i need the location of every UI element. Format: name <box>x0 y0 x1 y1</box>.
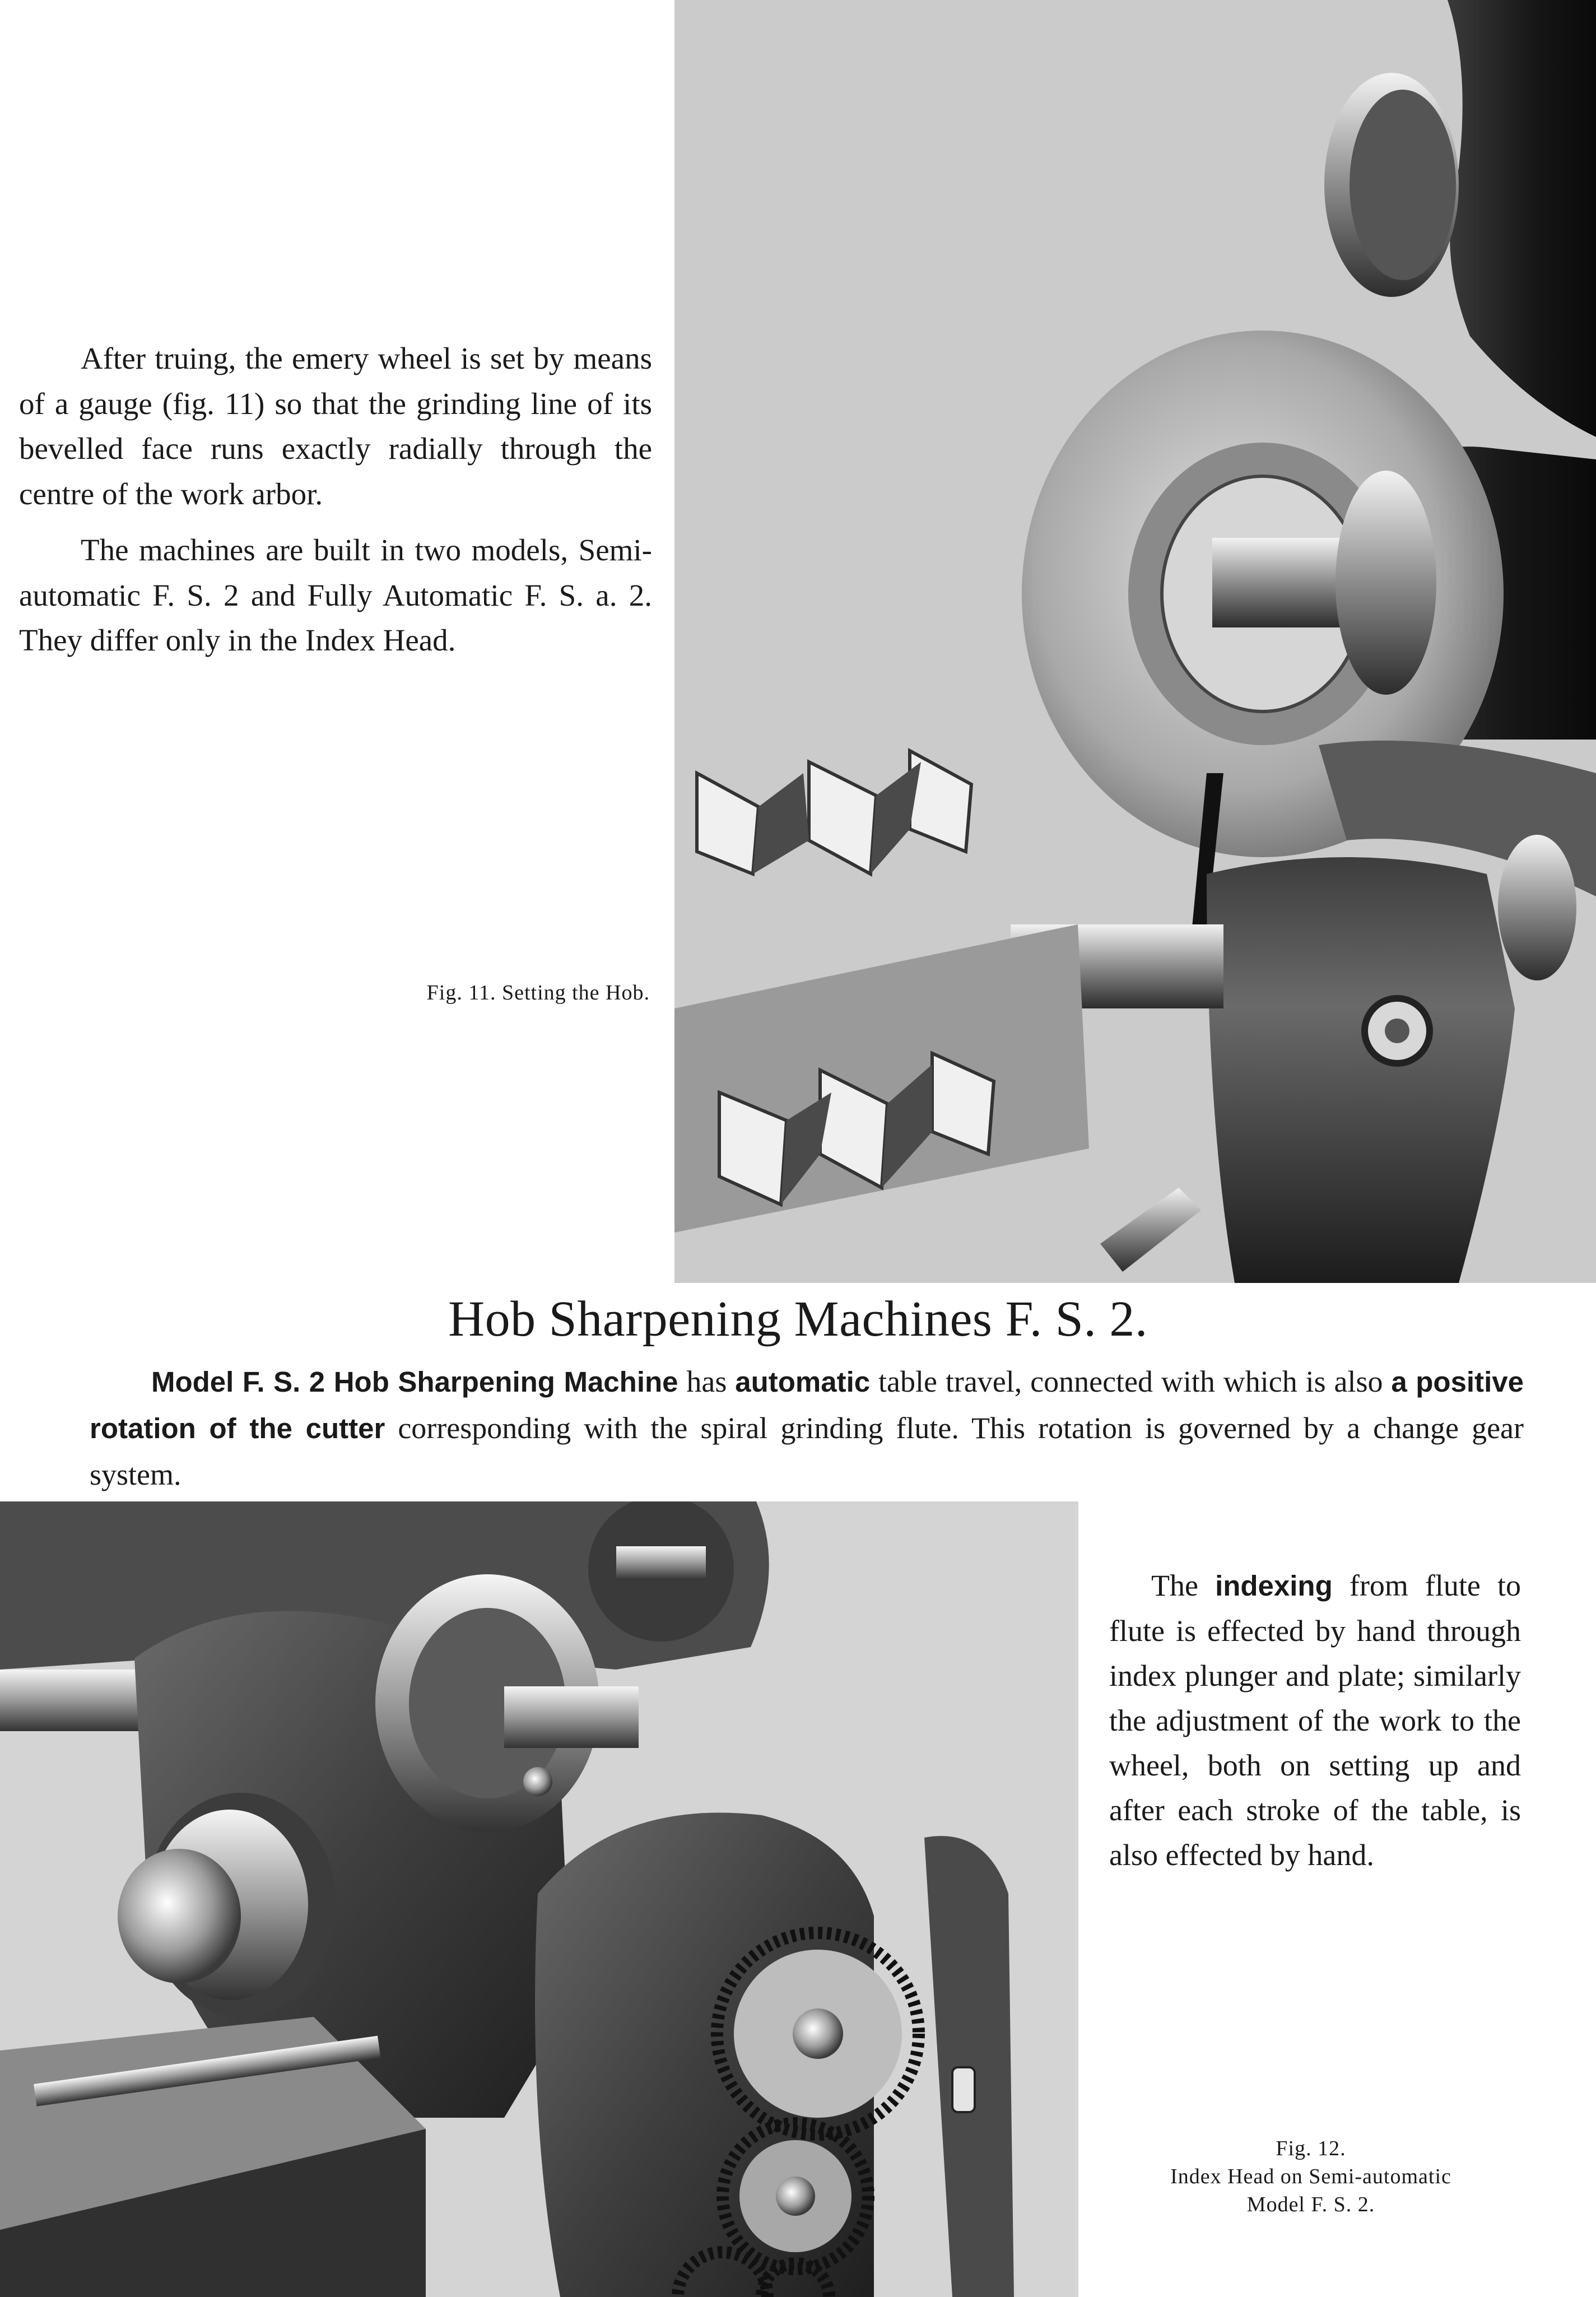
text-segment: corresponding with the spiral grinding flute. This rotation is governed by a change gear system. <box>90 1411 1524 1491</box>
fig11-photograph <box>674 0 1596 1283</box>
text-segment: from flute to flute is effected by hand through index plunger and plate; similarly the adjustment of the work to the wheel, both on setting up and after each stroke of the table, is also effected by hand. <box>1109 1569 1521 1872</box>
text-segment: The <box>1151 1569 1216 1602</box>
model-description-paragraph <box>90 1359 1524 1498</box>
fig12-caption-line-1: Fig. 12. <box>1276 2137 1346 2160</box>
indexing-text-column <box>1109 1563 1521 1877</box>
intro-paragraph-1: After truing, the emery wheel is set by means of a gauge (fig. 11) so that the grinding line of its bevelled face runs exactly radially through the centre of the work arbor. <box>19 341 652 511</box>
intro-text-column <box>19 336 652 675</box>
page-title: Hob Sharpening Machines F. S. 2. <box>448 1291 1148 1347</box>
fig12-photograph <box>0 1501 1078 2297</box>
indexing-bold: indexing <box>1215 1570 1333 1602</box>
text-segment: table travel, connected with which is also <box>870 1365 1392 1398</box>
intro-paragraph-2: The machines are built in two models, Semi-automatic F. S. 2 and Fully Automatic F. S. a. 2. They differ only in the Index Head. <box>19 533 652 657</box>
fig12-caption-line-3: Model F. S. 2. <box>1246 2193 1375 2216</box>
model-name-bold: Model F. S. 2 Hob Sharpening Machine <box>151 1366 678 1398</box>
fig11-caption: Fig. 11. Setting the Hob. <box>426 981 650 1005</box>
positive-rotation-bold: a positive rotation of the cutter <box>90 1366 1524 1444</box>
fig12-caption <box>1081 2135 1541 2219</box>
text-segment: has <box>678 1365 736 1398</box>
indexing-paragraph <box>1109 1563 1521 1877</box>
automatic-bold: automatic <box>735 1366 871 1398</box>
fig12-caption-line-2: Index Head on Semi-automatic <box>1170 2165 1451 2188</box>
